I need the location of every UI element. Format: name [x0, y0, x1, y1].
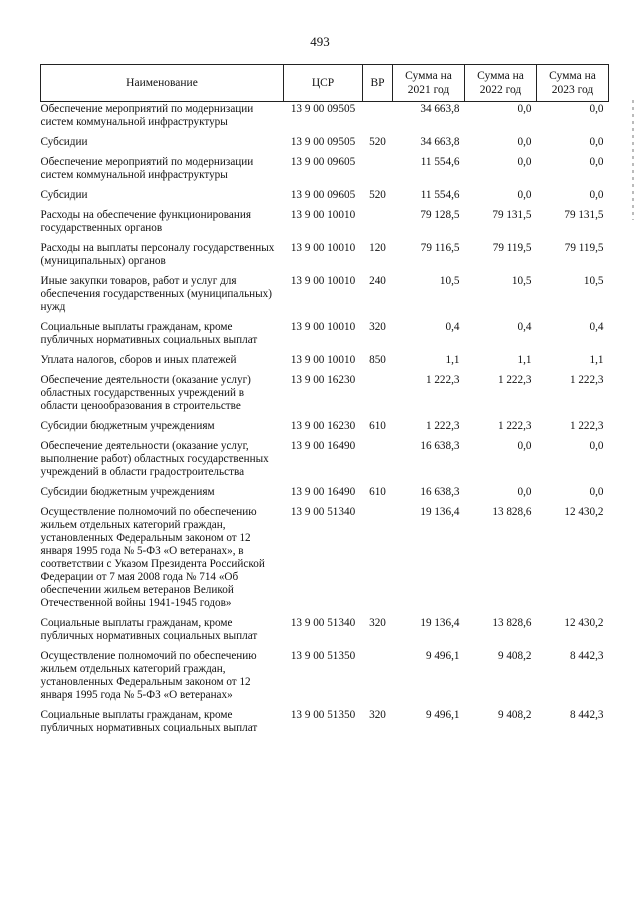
table-row	[41, 649, 609, 708]
row-vr	[363, 373, 393, 419]
row-csr: 13 9 00 16490	[290, 486, 356, 498]
table-row	[41, 439, 609, 485]
row-name: Обеспечение мероприятий по модернизации систем коммунальной инфраструктуры	[40, 156, 254, 181]
budget-table	[40, 64, 609, 741]
row-vr: 120	[369, 242, 386, 254]
row-sum-2023: 0,0	[589, 486, 604, 498]
header-sum-2023: Сумма на 2023 год	[537, 65, 609, 102]
row-sum-2022: 79 119,5	[492, 242, 532, 254]
row-csr: 13 9 00 51340	[290, 617, 356, 629]
row-sum-2022: 0,4	[517, 321, 532, 333]
row-sum-2021: 19 136,4	[420, 506, 460, 518]
row-sum-2021: 11 554,6	[420, 156, 460, 168]
row-sum-2023: 0,0	[589, 103, 604, 115]
page-number: 493	[310, 34, 330, 49]
row-name: Иные закупки товаров, работ и услуг для обеспечения государственных (муниципальных) нужд	[40, 275, 272, 313]
row-name: Обеспечение деятельности (оказание услуг, выполнение работ) областных государственных учреждений в области градостроительства	[40, 440, 269, 478]
row-vr: 610	[369, 420, 386, 432]
row-sum-2023: 8 442,3	[569, 709, 604, 721]
row-vr: 520	[369, 189, 386, 201]
row-sum-2021: 9 496,1	[425, 709, 460, 721]
row-sum-2022: 0,0	[517, 486, 532, 498]
header-name: Наименование	[41, 65, 284, 102]
table-row	[41, 188, 609, 208]
row-sum-2023: 8 442,3	[569, 650, 604, 662]
row-csr: 13 9 00 16490	[290, 440, 356, 452]
table-row	[41, 419, 609, 439]
row-sum-2021: 19 136,4	[420, 617, 460, 629]
row-name: Осуществление полномочий по обеспечению жильем отдельных категорий граждан, установленных Федеральным законом от 12 января 1995 года № 5-ФЗ «О ветеранах»	[40, 650, 257, 701]
row-sum-2023: 79 131,5	[564, 209, 604, 221]
row-name: Обеспечение деятельности (оказание услуг) областных государственных учреждений в области ценообразования в строительстве	[40, 374, 251, 412]
row-sum-2021: 1,1	[445, 354, 460, 366]
row-sum-2023: 0,0	[589, 440, 604, 452]
row-csr: 13 9 00 51350	[290, 709, 356, 721]
row-csr: 13 9 00 09605	[290, 156, 356, 168]
table-row	[41, 155, 609, 188]
row-sum-2022: 1 222,3	[497, 374, 532, 386]
row-sum-2021: 34 663,8	[420, 136, 460, 148]
row-vr	[363, 505, 393, 616]
table-row	[41, 353, 609, 373]
row-vr	[363, 649, 393, 708]
table-header-row	[41, 65, 609, 102]
table-row	[41, 208, 609, 241]
row-name: Уплата налогов, сборов и иных платежей	[40, 354, 237, 366]
row-vr: 610	[369, 486, 386, 498]
row-name: Социальные выплаты гражданам, кроме публичных нормативных социальных выплат	[40, 617, 258, 642]
row-sum-2023: 12 430,2	[564, 617, 604, 629]
row-sum-2023: 79 119,5	[564, 242, 604, 254]
row-sum-2022: 0,0	[517, 103, 532, 115]
row-sum-2023: 0,4	[589, 321, 604, 333]
row-sum-2021: 9 496,1	[425, 650, 460, 662]
table-body	[41, 102, 609, 742]
table-row	[41, 102, 609, 136]
header-sum-2022: Сумма на 2022 год	[465, 65, 537, 102]
row-name: Социальные выплаты гражданам, кроме публичных нормативных социальных выплат	[40, 321, 258, 346]
row-name: Расходы на выплаты персоналу государственных (муниципальных) органов	[40, 242, 275, 267]
row-sum-2021: 16 638,3	[420, 486, 460, 498]
table-row	[41, 135, 609, 155]
table-row	[41, 373, 609, 419]
row-vr	[363, 155, 393, 188]
row-sum-2023: 12 430,2	[564, 506, 604, 518]
table-row	[41, 320, 609, 353]
row-sum-2023: 0,0	[589, 189, 604, 201]
row-vr	[363, 102, 393, 136]
row-vr: 320	[369, 617, 386, 629]
row-name: Субсидии бюджетным учреждениям	[40, 420, 215, 432]
row-csr: 13 9 00 16230	[290, 420, 356, 432]
row-sum-2022: 0,0	[517, 136, 532, 148]
row-sum-2022: 0,0	[517, 189, 532, 201]
row-sum-2022: 1 222,3	[497, 420, 532, 432]
row-sum-2021: 34 663,8	[420, 103, 460, 115]
row-name: Обеспечение мероприятий по модернизации систем коммунальной инфраструктуры	[40, 103, 254, 128]
row-sum-2023: 10,5	[583, 275, 604, 287]
row-csr: 13 9 00 09605	[290, 189, 356, 201]
row-csr: 13 9 00 10010	[290, 209, 356, 221]
table-row	[41, 485, 609, 505]
table-row	[41, 505, 609, 616]
row-csr: 13 9 00 10010	[290, 275, 356, 287]
row-sum-2022: 9 408,2	[497, 709, 532, 721]
row-vr: 320	[369, 321, 386, 333]
row-csr: 13 9 00 10010	[290, 354, 356, 366]
row-sum-2021: 1 222,3	[425, 374, 460, 386]
row-name: Осуществление полномочий по обеспечению жильем отдельных категорий граждан, установленных Федеральным законом от 12 января 1995 года № 5-ФЗ «О ветеранах», в соответствии с Указом Президента Российской Федерации от 7 мая 2008 года № 714 «Об обеспечении жильем ветеранов Великой Отечественной войны 1941-1945 годов»	[40, 506, 265, 609]
row-sum-2022: 13 828,6	[492, 617, 532, 629]
row-name: Расходы на обеспечение функционирования государственных органов	[40, 209, 251, 234]
row-sum-2021: 16 638,3	[420, 440, 460, 452]
row-sum-2023: 1 222,3	[569, 420, 604, 432]
row-name: Субсидии	[40, 189, 88, 201]
row-sum-2022: 10,5	[511, 275, 532, 287]
row-csr: 13 9 00 09505	[290, 103, 356, 115]
row-sum-2023: 0,0	[589, 156, 604, 168]
header-csr: ЦСР	[284, 65, 363, 102]
row-vr	[363, 208, 393, 241]
row-name: Социальные выплаты гражданам, кроме публичных нормативных социальных выплат	[40, 709, 258, 734]
row-sum-2021: 10,5	[439, 275, 460, 287]
row-csr: 13 9 00 51340	[290, 506, 356, 518]
row-sum-2022: 9 408,2	[497, 650, 532, 662]
row-vr: 320	[369, 709, 386, 721]
row-sum-2021: 79 116,5	[420, 242, 460, 254]
row-sum-2023: 1 222,3	[569, 374, 604, 386]
row-vr: 850	[369, 354, 386, 366]
row-csr: 13 9 00 10010	[290, 242, 356, 254]
row-sum-2022: 0,0	[517, 156, 532, 168]
row-sum-2022: 0,0	[517, 440, 532, 452]
row-csr: 13 9 00 10010	[290, 321, 356, 333]
row-csr: 13 9 00 51350	[290, 650, 356, 662]
table-row	[41, 708, 609, 741]
row-vr: 520	[369, 136, 386, 148]
row-csr: 13 9 00 09505	[290, 136, 356, 148]
row-vr	[363, 439, 393, 485]
row-sum-2022: 79 131,5	[492, 209, 532, 221]
row-name: Субсидии бюджетным учреждениям	[40, 486, 215, 498]
table-row	[41, 616, 609, 649]
table-row	[41, 241, 609, 274]
row-name: Субсидии	[40, 136, 88, 148]
row-csr: 13 9 00 16230	[290, 374, 356, 386]
header-vr: ВР	[363, 65, 393, 102]
margin-mark	[632, 100, 634, 220]
row-sum-2023: 1,1	[589, 354, 604, 366]
row-sum-2022: 1,1	[517, 354, 532, 366]
row-sum-2022: 13 828,6	[492, 506, 532, 518]
row-sum-2021: 1 222,3	[425, 420, 460, 432]
row-vr: 240	[369, 275, 386, 287]
row-sum-2023: 0,0	[589, 136, 604, 148]
row-sum-2021: 0,4	[445, 321, 460, 333]
row-sum-2021: 79 128,5	[420, 209, 460, 221]
table-row	[41, 274, 609, 320]
row-sum-2021: 11 554,6	[420, 189, 460, 201]
header-sum-2021: Сумма на 2021 год	[393, 65, 465, 102]
